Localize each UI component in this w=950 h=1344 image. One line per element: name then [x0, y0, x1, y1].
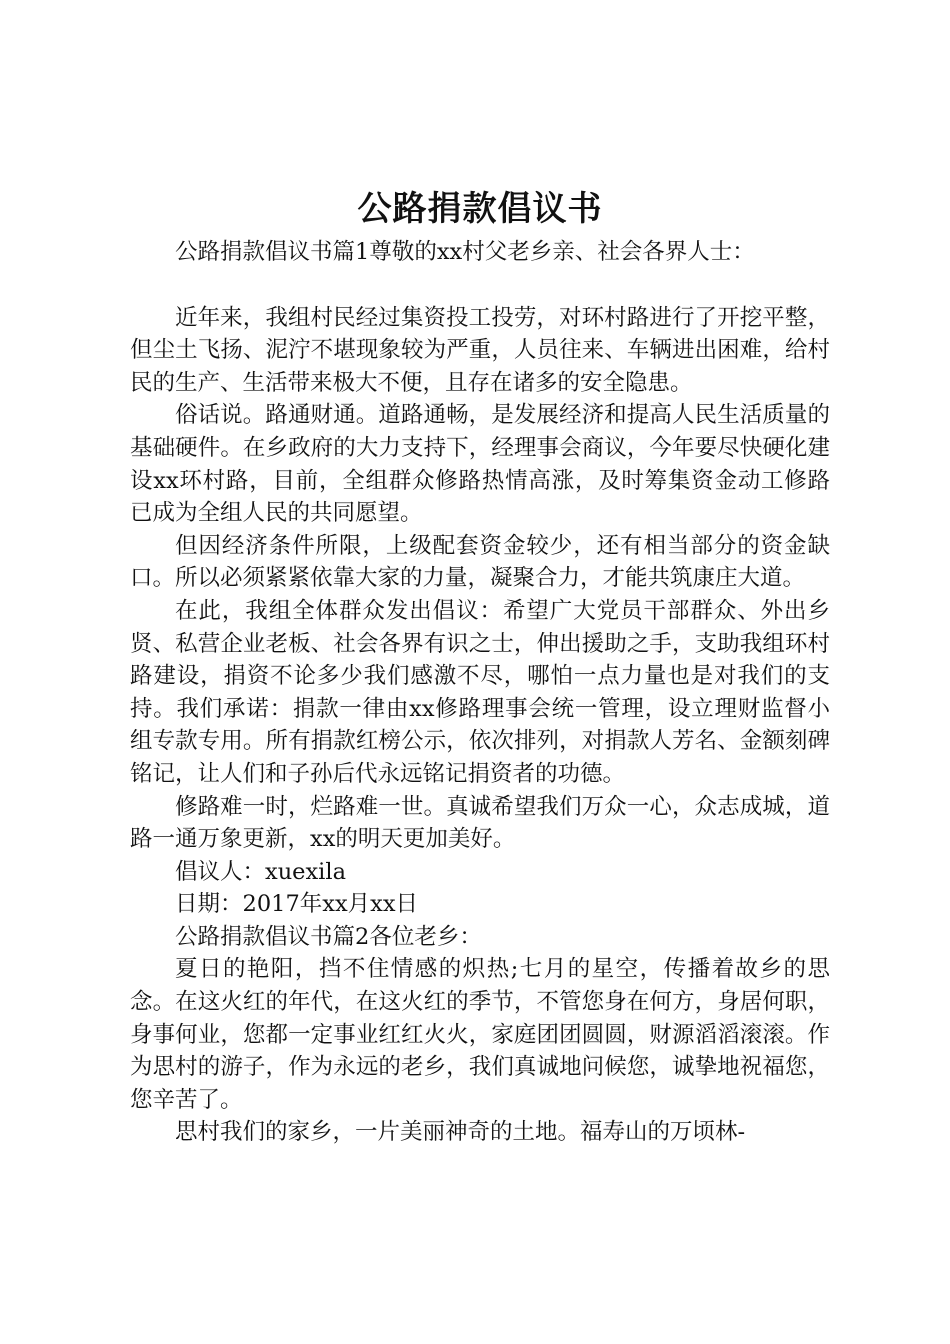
- date-line: 日期：2017年xx月xx日: [175, 891, 419, 918]
- paragraph: 思村我们的家乡，一片美丽神奇的土地。福寿山的万顷林-: [175, 1119, 746, 1146]
- paragraph: 近年来，我组村民经过集资投工投劳，对环村路进行了开挖平整，但尘土飞扬、泥泞不堪现象较为严重，人员往来、车辆进出困难，给村民的生产、生活带来极大不便，且存在诸多的安全隐患。: [130, 304, 830, 396]
- blank-line: [130, 269, 830, 302]
- paragraph: 夏日的艳阳，挡不住情感的炽热;七月的星空，传播着故乡的思念。在这火红的年代，在这火红的季节，不管您身在何方，身居何职，身事何业，您都一定事业红红火火，家庭团团圆圆，财源滔滔滚滚。作为思村的游子，作为永远的老乡，我们真诚地问候您，诚挚地祝福您，您辛苦了。: [130, 956, 830, 1113]
- document-title: 公路捐款倡议书: [357, 189, 603, 229]
- paragraph-greeting-2: 公路捐款倡议书篇2各位老乡：: [175, 923, 482, 950]
- paragraph-greeting-1: 公路捐款倡议书篇1尊敬的xx村父老乡亲、社会各界人士：: [175, 239, 755, 265]
- paragraph: 在此，我组全体群众发出倡议：希望广大党员干部群众、外出乡贤、私营企业老板、社会各界有识之士，伸出援助之手，支助我组环村路建设，捐资不论多少我们感激不尽，哪怕一点力量也是对我们的支持。我们承诺：捐款一律由xx修路理事会统一管理，设立理财监督小组专款专用。所有捐款红榜公示，依次排列，对捐款人芳名、金额刻碑铭记，让人们和子孙后代永远铭记捐资者的功德。: [130, 597, 830, 787]
- paragraph: 但因经济条件所限，上级配套资金较少，还有相当部分的资金缺口。所以必须紧紧依靠大家的力量，凝聚合力，才能共筑康庄大道。: [130, 532, 830, 592]
- signature-line: 倡议人：xuexila: [175, 858, 346, 885]
- document-page: [130, 185, 830, 1149]
- paragraph: 修路难一时，烂路难一世。真诚希望我们万众一心，众志成城，道路一通万象更新，xx的明天更加美好。: [130, 793, 830, 853]
- document-body: [130, 236, 830, 1149]
- paragraph: 俗话说。路通财通。道路通畅，是发展经济和提高人民生活质量的基础硬件。在乡政府的大力支持下，经理事会商议，今年要尽快硬化建设xx环村路，目前，全组群众修路热情高涨，及时筹集资金动工修路已成为全组人民的共同愿望。: [130, 402, 830, 527]
